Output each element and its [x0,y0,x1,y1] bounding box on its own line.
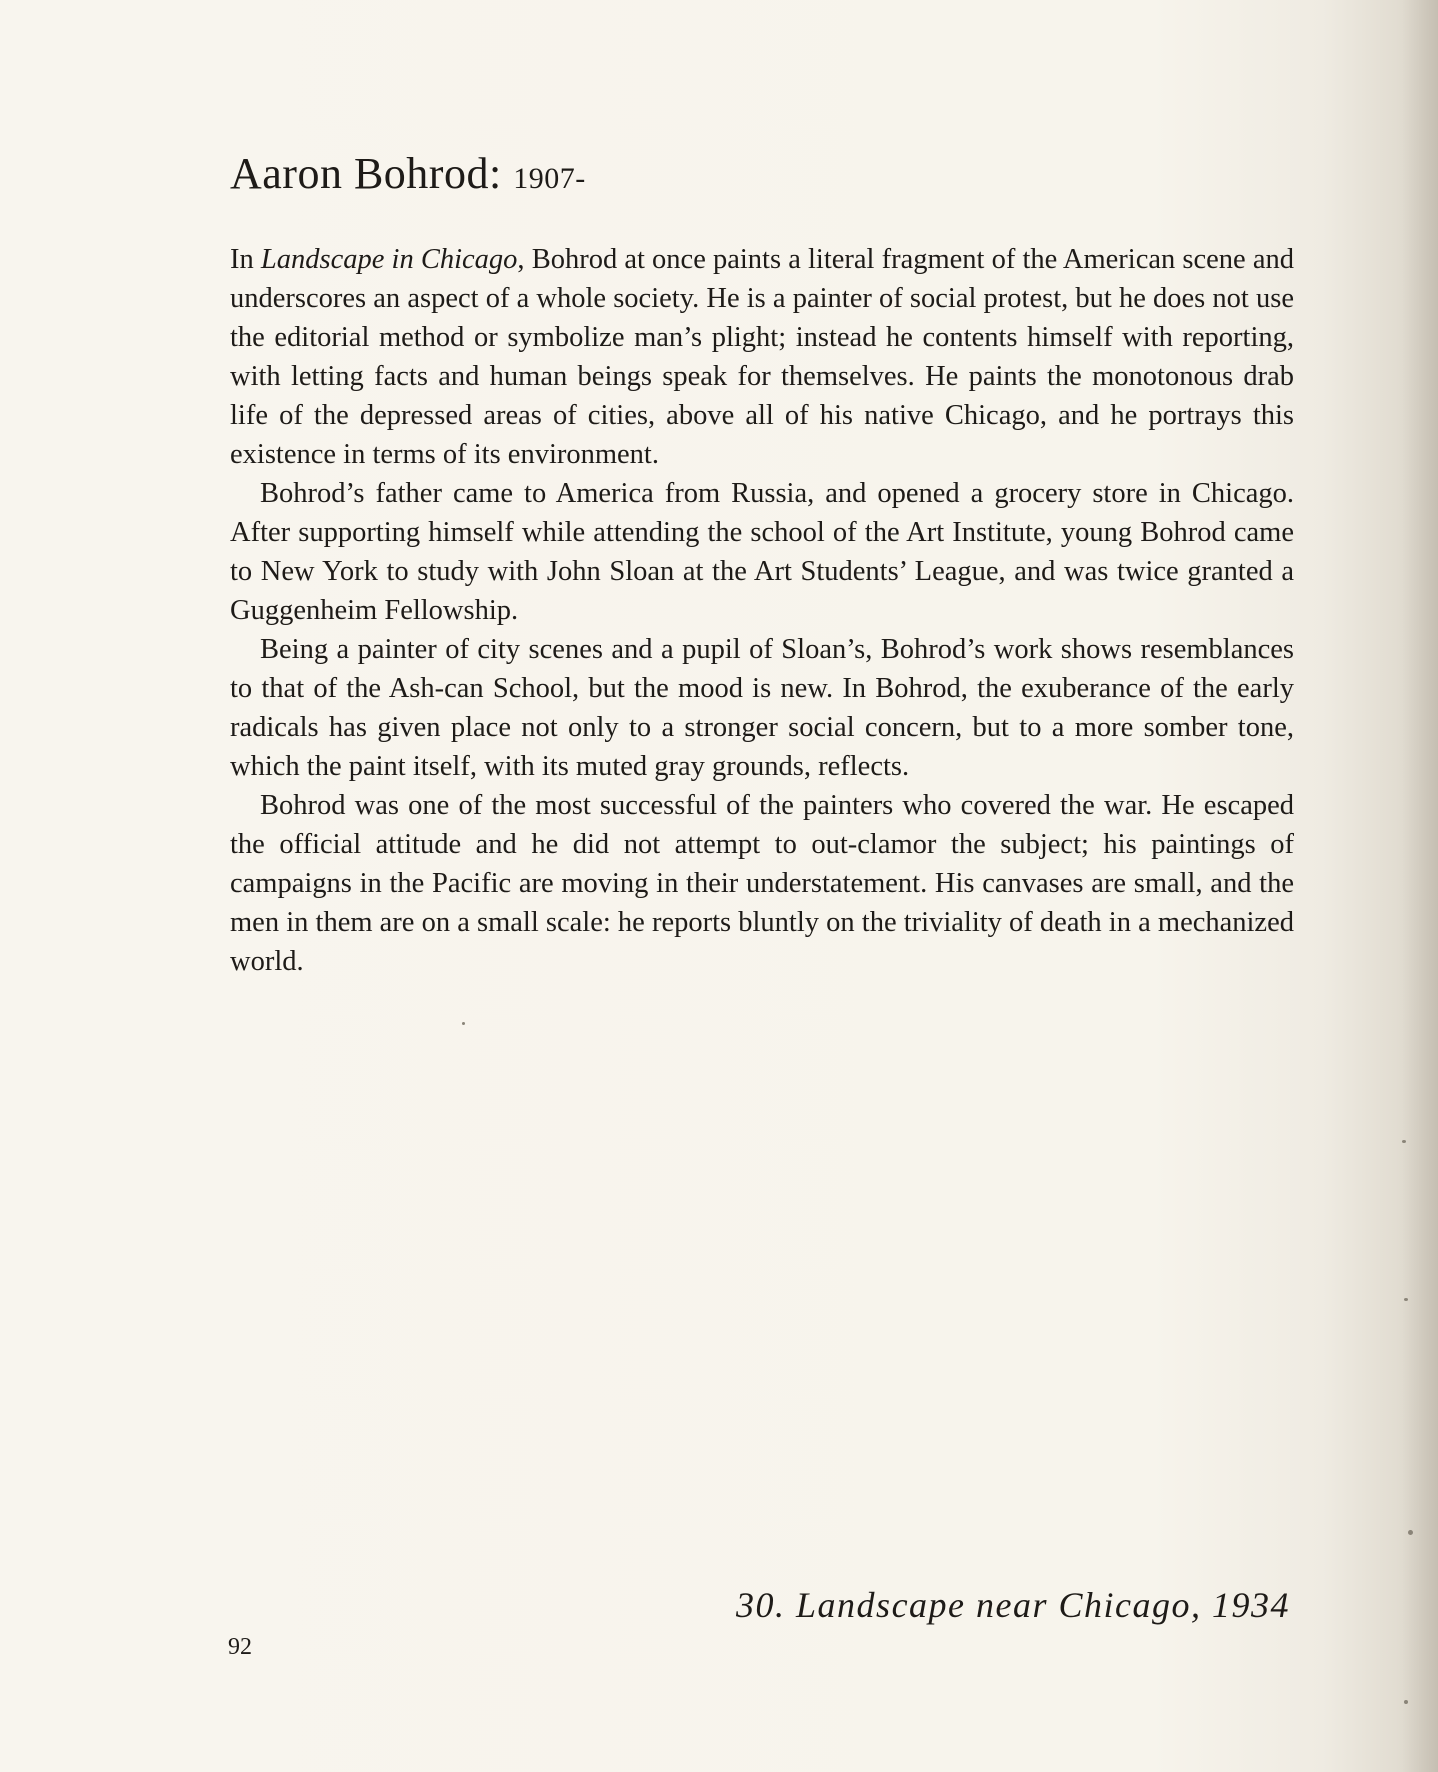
paper-speck [1408,1530,1413,1535]
paragraph-3: Being a painter of city scenes and a pupil of Sloan’s, Bohrod’s work shows resemblances to that of the Ash-can School, but the mood is new. In Bohrod, the exuberance of the early radicals has given place not only to a stronger social concern, but to a more somber tone, which the paint itself, with its muted gray grounds, reflects. [230,634,1294,782]
plate-caption: 30. Landscape near Chicago, 1934 [736,1585,1290,1625]
binding-shadow [1402,0,1438,1772]
paragraph-2: Bohrod’s father came to America from Russia, and opened a grocery store in Chicago. After supporting himself while attending the school of the Art Institute, young Bohrod came to New York to study with John Sloan at the Art Students’ League, and was twice granted a Guggenheim Fellowship. [230,478,1294,626]
paper-speck [1404,1298,1408,1301]
paper-speck [1402,1140,1406,1143]
paper-speck [1404,1700,1408,1704]
page-number: 92 [228,1634,252,1660]
artist-name: Aaron Bohrod [230,149,489,198]
paragraph-4: Bohrod was one of the most successful of the painters who covered the war. He escaped the official attitude and he did not attempt to out-clamor the subject; his paintings of campaigns in the Pacific are moving in their understatement. His canvases are small, and the men in them are on a small scale: he reports bluntly on the triviality of death in a mechanized world. [230,790,1294,977]
heading-separator: : [488,149,502,198]
paper-speck [462,1022,465,1025]
artist-heading [230,148,586,199]
paragraph-1 [230,240,1294,474]
painting-title-reference: Landscape in Chicago [260,244,518,275]
paragraph-1-rest: , Bohrod at once paints a literal fragment of the American scene and underscores an aspect of a whole society. He is a painter of social protest, but he does not use the editorial method or symbolize man’s plight; instead he contents himself with reporting, with letting facts and human beings speak for themselves. He paints the monotonous drab life of the depressed areas of cities, above all of his native Chicago, and he portrays this existence in terms of its environment. [230,244,1294,470]
essay-body [230,240,1294,981]
paragraph-1-lead: In [230,244,261,275]
artist-dates: 1907- [513,162,586,195]
